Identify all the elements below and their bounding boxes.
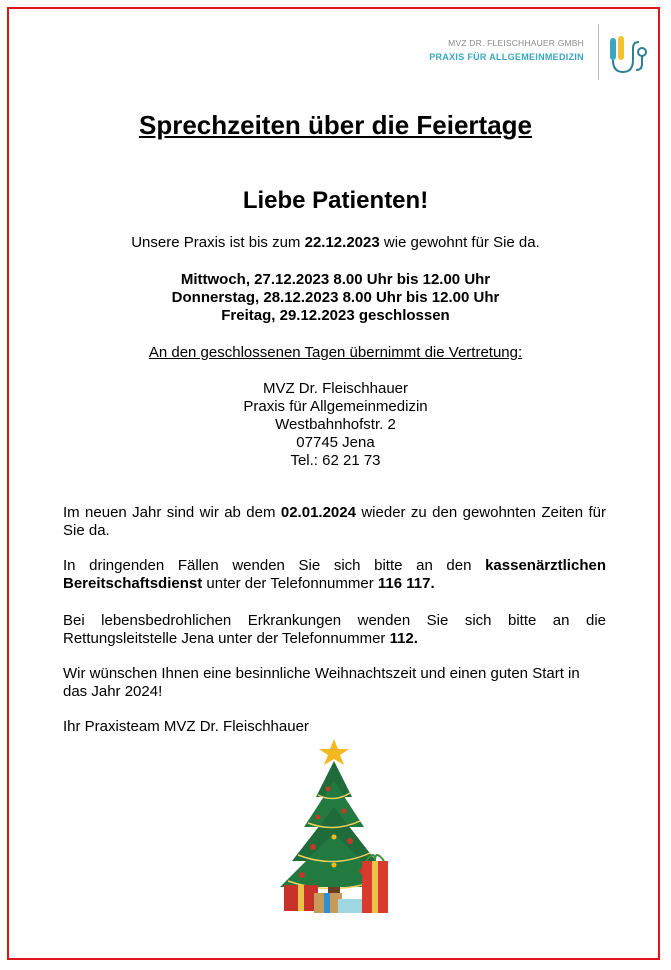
emergency-paragraph: Bei lebensbedrohlichen Erkrankungen wenden Sie sich bitte an die Rettungsleitstelle Jena unter der Telefonnummer 112. bbox=[63, 612, 606, 647]
wishes-paragraph: Wir wünschen Ihnen eine besinnliche Weihnachtszeit und einen guten Start in das Jahr 2024! bbox=[63, 665, 580, 700]
urgent-paragraph: In dringenden Fällen wenden Sie sich bitte an den kassenärztlichen Bereitschaftsdienst unter der Telefonnummer 116 117. bbox=[63, 557, 606, 592]
stethoscope-icon bbox=[604, 28, 654, 78]
intro-line: Unsere Praxis ist bis zum 22.12.2023 wie gewohnt für Sie da. bbox=[131, 234, 540, 251]
address-line-5: Tel.: 62 21 73 bbox=[290, 452, 381, 469]
new-year-paragraph: Im neuen Jahr sind wir ab dem 02.01.2024 wieder zu den gewohnten Zeiten für Sie da. bbox=[63, 504, 606, 539]
address-line-4: 07745 Jena bbox=[296, 434, 375, 451]
logo-company: MVZ DR. FLEISCHHAUER GMBH bbox=[448, 38, 584, 48]
address-line-1: MVZ Dr. Fleischhauer bbox=[262, 380, 409, 397]
greeting: Liebe Patienten! bbox=[242, 187, 429, 214]
logo-practice: PRAXIS FÜR ALLGEMEINMEDIZIN bbox=[429, 52, 584, 62]
logo-divider bbox=[598, 24, 599, 80]
signature: Ihr Praxisteam MVZ Dr. Fleischhauer bbox=[63, 718, 309, 735]
address-line-3: Westbahnhofstr. 2 bbox=[275, 416, 396, 433]
practice-logo bbox=[426, 24, 656, 80]
hours-line-1: Mittwoch, 27.12.2023 8.00 Uhr bis 12.00 Uhr bbox=[180, 271, 491, 288]
hours-line-3: Freitag, 29.12.2023 geschlossen bbox=[221, 307, 450, 324]
address-line-2: Praxis für Allgemeinmedizin bbox=[243, 398, 428, 415]
substitute-heading: An den geschlossenen Tagen übernimmt die Vertretung: bbox=[148, 344, 523, 361]
page-title: Sprechzeiten über die Feiertage bbox=[138, 110, 532, 140]
christmas-tree-illustration bbox=[258, 737, 418, 917]
hours-line-2: Donnerstag, 28.12.2023 8.00 Uhr bis 12.00 Uhr bbox=[171, 289, 500, 306]
